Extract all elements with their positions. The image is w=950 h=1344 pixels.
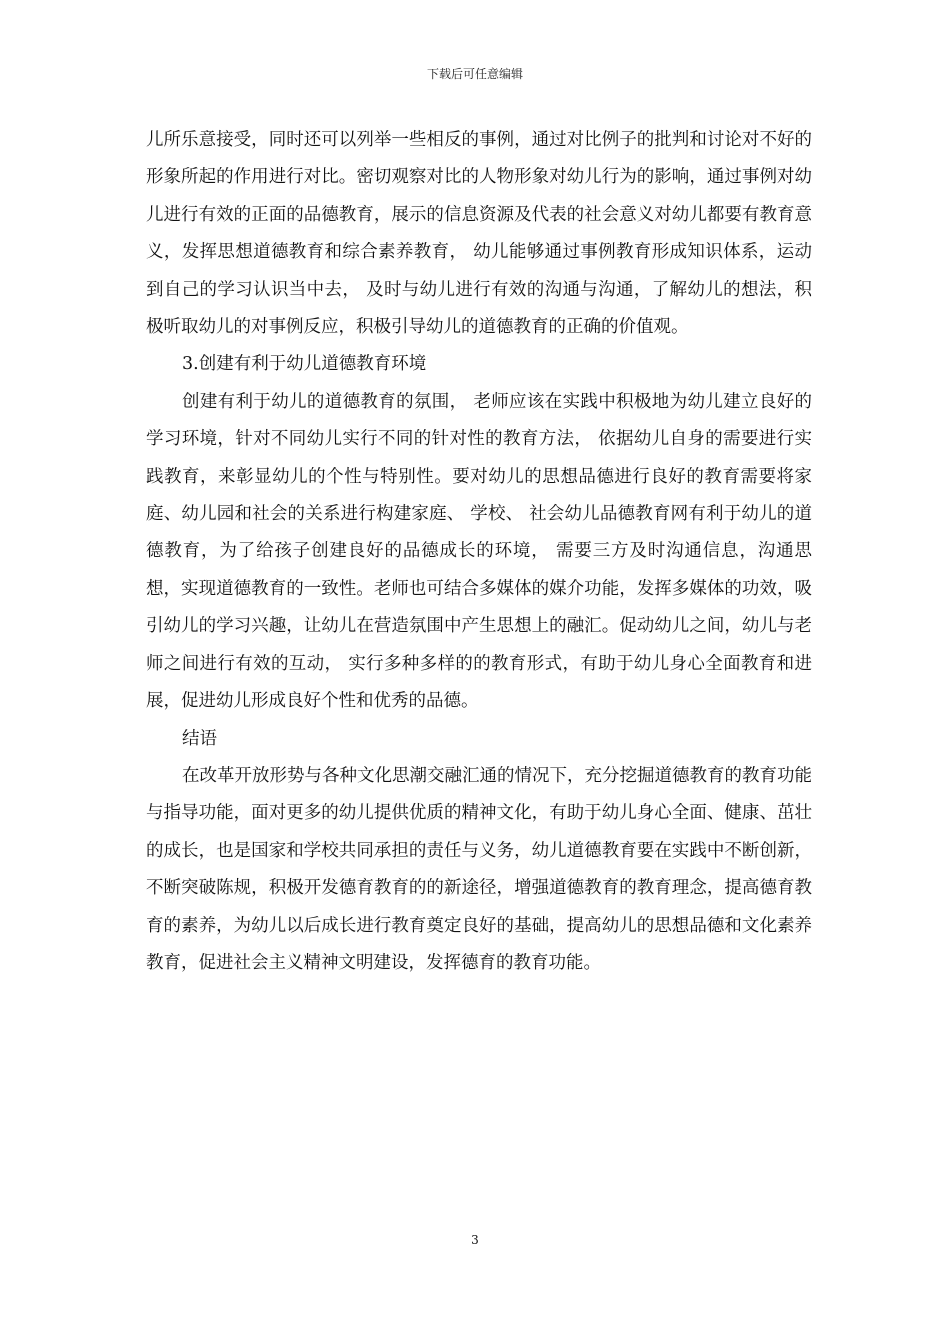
page-header: 下载后可任意编辑: [426, 67, 523, 81]
conclusion-heading: 结语: [182, 728, 217, 749]
document-body: [146, 122, 812, 982]
section-heading-3: 3.创建有利于幼儿道德教育环境: [182, 354, 427, 375]
paragraph-conclusion: 在改革开放形势与各种文化思潮交融汇通的情况下，充分挖掘道德教育的教育功能与指导功能，面对更多的幼儿提供优质的精神文化，有助于幼儿身心全面、健康、茁壮的成长，也是国家和学校共同承担的责任与义务，幼儿道德教育要在实践中不断创新，不断突破陈规，积极开发德育教育的的新途径，增强道德教育的教育理念，提高德育教育的素养，为幼儿以后成长进行教育奠定良好的基础，提高幼儿的思想品德和文化素养教育，促进社会主义精神文明建设，发挥德育的教育功能。: [146, 765, 812, 973]
paragraph-continued: 儿所乐意接受，同时还可以列举一些相反的事例，通过对比例子的批判和讨论对不好的形象所起的作用进行对比。密切观察对比的人物形象对幼儿行为的影响，通过事例对幼儿进行有效的正面的品德教育，展示的信息资源及代表的社会意义对幼儿都要有教育意义，发挥思想道德教育和综合素养教育， 幼儿能够通过事例教育形成知识体系，运动到自己的学习认识当中去， 及时与幼儿进行有效的沟通与沟通，了解幼儿的想法，积极听取幼儿的对事例反应，积极引导幼儿的道德教育的正确的价值观。: [146, 130, 812, 338]
paragraph-environment: 创建有利于幼儿的道德教育的氛围， 老师应该在实践中积极地为幼儿建立良好的学习环境，针对不同幼儿实行不同的针对性的教育方法， 依据幼儿自身的需要进行实践教育，来彰显幼儿的个性与特别性。要对幼儿的思想品德进行良好的教育需要将家庭、幼儿园和社会的关系进行构建家庭、 学校、 社会幼儿品德教育网有利于幼儿的道德教育，为了给孩子创建良好的品德成长的环境， 需要三方及时沟通信息，沟通思想，实现道德教育的一致性。老师也可结合多媒体的媒介功能，发挥多媒体的功效，吸引幼儿的学习兴趣，让幼儿在营造氛围中产生思想上的融汇。促动幼儿之间，幼儿与老师之间进行有效的互动， 实行多种多样的的教育形式，有助于幼儿身心全面教育和进展，促进幼儿形成良好个性和优秀的品德。: [146, 391, 812, 712]
page-number: 3: [471, 1233, 479, 1247]
